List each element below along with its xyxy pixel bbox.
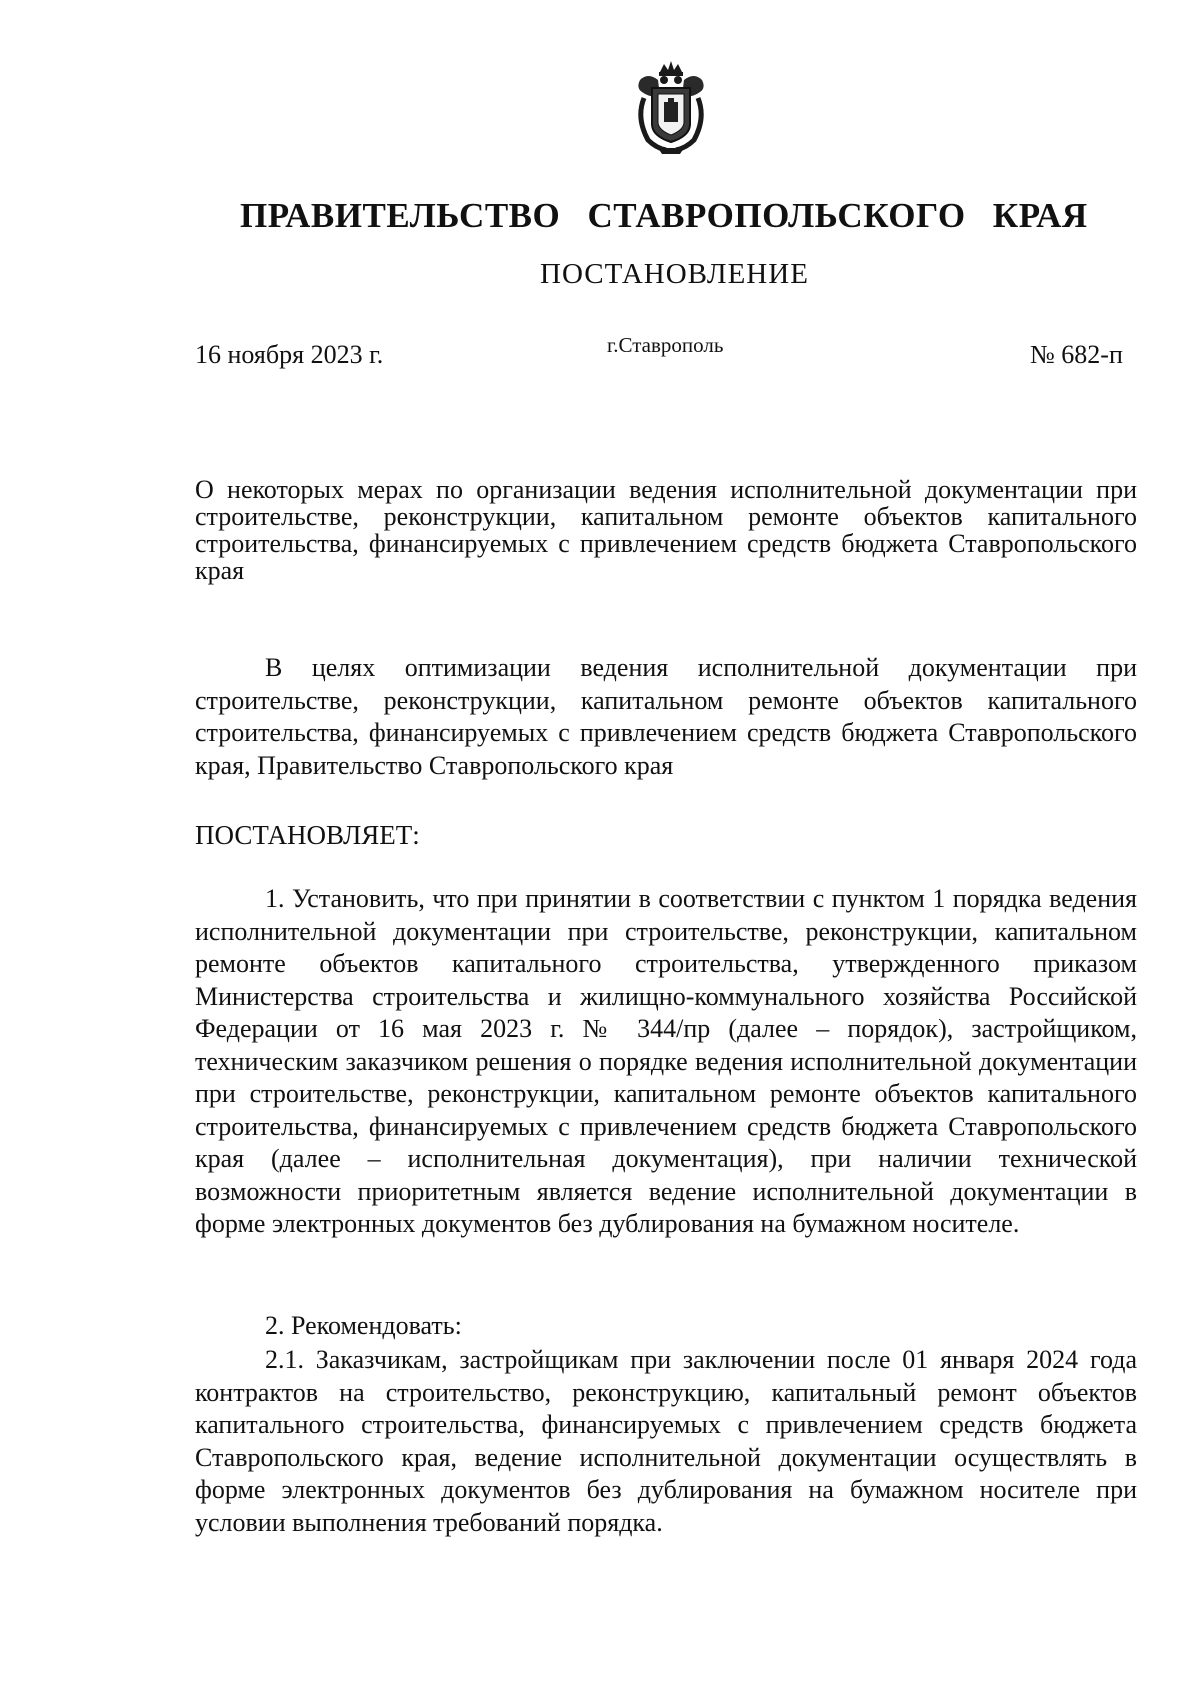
document-number: № 682-п (1030, 340, 1123, 369)
government-title: ПРАВИТЕЛЬСТВО СТАВРОПОЛЬСКОГО КРАЯ (240, 196, 1088, 235)
clause-2: 2. Рекомендовать: (265, 1311, 462, 1340)
document-subject: О некоторых мерах по организации ведения исполнительной документации при строительстве, реконструкции, капитальном ремонте объектов капитального строительства, финансируемых с привлечением средств бюджета Ставропольского края (195, 475, 1137, 585)
document-date: 16 ноября 2023 г. (195, 340, 384, 369)
document-city: г.Ставрополь (607, 333, 724, 357)
document-type: ПОСТАНОВЛЕНИЕ (540, 258, 809, 290)
coat-of-arms-icon (630, 58, 712, 156)
clause-2-1: 2.1. Заказчикам, застройщикам при заключении после 01 января 2024 года контрактов на строительство, реконструкцию, капитальный ремонт объектов капитального строительства, финансируемых с привлечением средств бюджета Ставропольского края, ведение исполнительной документации осуществлять в форме электронных документов без дублирования на бумажном носителе при условии выполнения требований порядка. (195, 1345, 1137, 1537)
clause-1: 1. Установить, что при принятии в соответствии с пунктом 1 порядка ведения исполнительной документации при строительстве, реконструкции, капитальном ремонте объектов капитального строительства, утвержденного приказом Министерства строительства и жилищно-коммунального хозяйства Российской Федерации от 16 мая 2023 г. № 344/пр (далее – порядок), застройщиком, техническим заказчиком решения о порядке ведения исполнительной документации при строительстве, реконструкции, капитальном ремонте объектов капитального строительства, финансируемых с привлечением средств бюджета Ставропольского края (далее – исполнительная документация), при наличии технической возможности приоритетным является ведение исполнительной документации в форме электронных документов без дублирования на бумажном носителе. (195, 884, 1137, 1238)
preamble-paragraph: В целях оптимизации ведения исполнительной документации при строительстве, реконструкции, капитальном ремонте объектов капитального строительства, финансируемых с привлечением средств бюджета Ставропольского края, Правительство Ставропольского края (195, 653, 1137, 780)
resolves-heading: ПОСТАНОВЛЯЕТ: (195, 820, 420, 850)
